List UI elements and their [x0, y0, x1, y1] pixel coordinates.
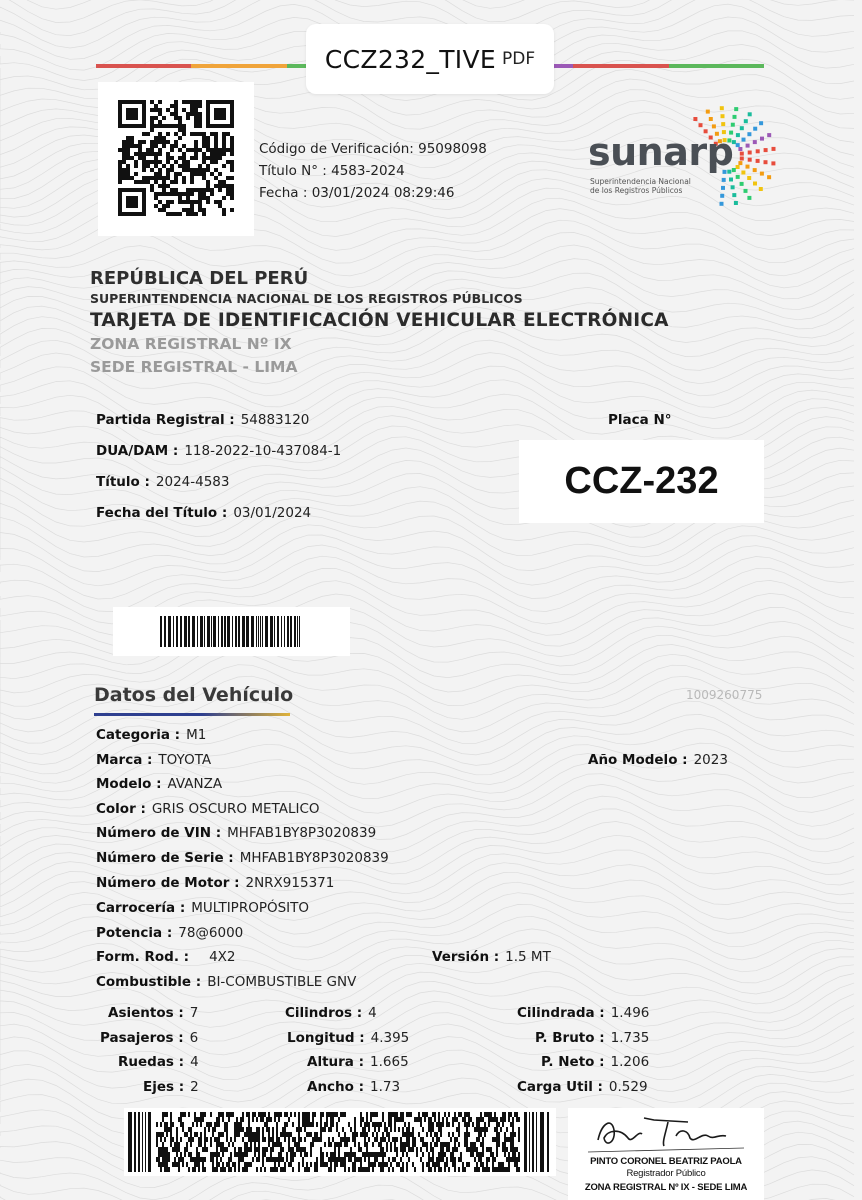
field-anio-modelo — [588, 752, 728, 768]
field-combustible — [96, 974, 356, 990]
document-title-tab[interactable] — [306, 24, 554, 94]
label-fecha-titulo: Fecha del Título : — [96, 505, 228, 521]
label-dua: DUA/DAM : — [96, 443, 179, 459]
barcode-small-icon — [160, 616, 300, 647]
signer-role: Registrador Público — [626, 1168, 706, 1179]
qr-code — [98, 82, 254, 236]
label-longitud: Longitud : — [287, 1030, 365, 1046]
value-version: 1.5 MT — [505, 949, 551, 965]
value-longitud: 4.395 — [370, 1030, 410, 1046]
field-p-neto — [541, 1054, 649, 1070]
value-ancho: 1.73 — [370, 1079, 401, 1095]
rule-segment — [96, 64, 191, 68]
label-combustible: Combustible : — [96, 974, 202, 990]
value-combustible: BI-COMBUSTIBLE GNV — [207, 974, 357, 990]
value-serie: MHFAB1BY8P3020839 — [239, 850, 389, 866]
value-p-neto: 1.206 — [610, 1054, 650, 1070]
heading-superintendencia: SUPERINTENDENCIA NACIONAL DE LOS REGISTROS PÚBLICOS — [90, 291, 523, 306]
label-partida: Partida Registral : — [96, 412, 235, 428]
value-dua: 118-2022-10-437084-1 — [184, 443, 342, 459]
verification-title-number: Título N° : 4583-2024 — [259, 163, 405, 179]
value-color: GRIS OSCURO METALICO — [151, 801, 320, 817]
placa-box — [519, 440, 764, 523]
label-titulo: Título : — [96, 474, 150, 490]
field-carroceria — [96, 900, 309, 916]
field-ejes — [143, 1079, 199, 1095]
field-modelo — [96, 776, 222, 792]
placa-value: CCZ-232 — [564, 460, 719, 502]
placa-label: Placa N° — [608, 412, 672, 428]
heading-republica: REPÚBLICA DEL PERÚ — [90, 268, 309, 289]
document-type: PDF — [501, 49, 536, 69]
field-form-rod — [96, 949, 236, 965]
verification-date: Fecha : 03/01/2024 08:29:46 — [259, 185, 455, 201]
value-vin: MHFAB1BY8P3020839 — [227, 825, 377, 841]
verification-block — [259, 138, 487, 204]
section-title-datos: Datos del Vehículo — [94, 684, 294, 706]
qr-code-icon — [118, 100, 234, 216]
field-altura — [307, 1054, 409, 1070]
rule-segment — [573, 64, 668, 68]
label-asientos: Asientos : — [108, 1005, 184, 1021]
verification-code: Código de Verificación: 95098098 — [259, 141, 487, 157]
label-color: Color : — [96, 801, 146, 817]
label-altura: Altura : — [307, 1054, 365, 1070]
barcode-large — [124, 1108, 556, 1176]
field-color — [96, 801, 320, 817]
label-p-bruto: P. Bruto : — [535, 1030, 605, 1046]
rule-segment — [191, 64, 286, 68]
value-partida: 54883120 — [240, 412, 310, 428]
field-serie — [96, 850, 389, 866]
signature-block — [568, 1108, 764, 1200]
label-carga-util: Carga Util : — [517, 1079, 603, 1095]
value-categoria: M1 — [186, 727, 207, 743]
field-ancho — [307, 1079, 400, 1095]
value-form-rod: 4X2 — [209, 949, 236, 965]
label-categoria: Categoria : — [96, 727, 181, 743]
label-modelo: Modelo : — [96, 776, 162, 792]
field-cilindros — [285, 1005, 377, 1021]
label-marca: Marca : — [96, 752, 153, 768]
field-vin — [96, 825, 376, 841]
field-categoria — [96, 727, 206, 743]
heading-tarjeta: TARJETA DE IDENTIFICACIÓN VEHICULAR ELECTRÓNICA — [90, 310, 669, 331]
field-marca — [96, 752, 211, 768]
barcode-small — [113, 607, 350, 656]
logo-subtitle-line1: Superintendencia Nacional — [590, 177, 691, 186]
label-ejes: Ejes : — [143, 1079, 185, 1095]
field-fecha-titulo — [96, 505, 311, 521]
pdf417-barcode-icon — [124, 1108, 556, 1176]
value-pasajeros: 6 — [189, 1030, 199, 1046]
field-partida — [96, 412, 309, 428]
value-cilindrada: 1.496 — [610, 1005, 650, 1021]
field-p-bruto — [535, 1030, 649, 1046]
field-cilindrada — [517, 1005, 649, 1021]
label-ruedas: Ruedas : — [118, 1054, 185, 1070]
label-cilindrada: Cilindrada : — [517, 1005, 605, 1021]
label-potencia: Potencia : — [96, 925, 173, 941]
rule-segment — [669, 64, 764, 68]
value-altura: 1.665 — [370, 1054, 409, 1070]
value-marca: TOYOTA — [158, 752, 212, 768]
field-longitud — [287, 1030, 409, 1046]
value-potencia: 78@6000 — [178, 925, 244, 941]
field-ruedas — [118, 1054, 199, 1070]
document-name: CCZ232_TIVE — [324, 44, 496, 74]
handwritten-signature-icon — [568, 1108, 764, 1158]
label-p-neto: P. Neto : — [541, 1054, 605, 1070]
label-cilindros: Cilindros : — [285, 1005, 363, 1021]
value-fecha-titulo: 03/01/2024 — [233, 505, 312, 521]
label-vin: Número de VIN : — [96, 825, 222, 841]
value-anio-modelo: 2023 — [693, 752, 728, 768]
value-cilindros: 4 — [368, 1005, 377, 1021]
value-carroceria: MULTIPROPÓSITO — [191, 900, 310, 916]
field-dua — [96, 443, 341, 459]
signer-office: ZONA REGISTRAL Nº IX - SEDE LIMA — [584, 1182, 748, 1193]
label-ancho: Ancho : — [307, 1079, 365, 1095]
label-form-rod: Form. Rod. : — [96, 949, 190, 965]
sunarp-logo-subtitle — [590, 177, 691, 195]
signer-name: PINTO CORONEL BEATRIZ PAOLA — [590, 1156, 742, 1167]
value-modelo: AVANZA — [167, 776, 223, 792]
field-pasajeros — [100, 1030, 198, 1046]
heading-zona: ZONA REGISTRAL Nº IX — [90, 335, 292, 353]
field-potencia — [96, 925, 243, 941]
label-carroceria: Carrocería : — [96, 900, 186, 916]
label-version: Versión : — [432, 949, 500, 965]
value-carga-util: 0.529 — [608, 1079, 648, 1095]
field-motor — [96, 875, 334, 891]
value-p-bruto: 1.735 — [610, 1030, 650, 1046]
logo-subtitle-line2: de los Registros Públicos — [590, 186, 683, 195]
value-ruedas: 4 — [190, 1054, 199, 1070]
label-pasajeros: Pasajeros : — [100, 1030, 184, 1046]
value-asientos: 7 — [189, 1005, 199, 1021]
field-carga-util — [517, 1079, 648, 1095]
heading-sede: SEDE REGISTRAL - LIMA — [90, 358, 298, 376]
field-titulo — [96, 474, 230, 490]
value-motor: 2NRX915371 — [245, 875, 335, 891]
label-serie: Número de Serie : — [96, 850, 234, 866]
document-serial: 1009260775 — [686, 688, 763, 702]
value-ejes: 2 — [190, 1079, 199, 1095]
field-version — [432, 949, 551, 965]
section-title-underline — [94, 713, 290, 716]
label-anio-modelo: Año Modelo : — [588, 752, 688, 768]
sunarp-logo-text: sunarp — [588, 130, 734, 174]
value-titulo: 2024-4583 — [155, 474, 230, 490]
field-asientos — [108, 1005, 198, 1021]
label-motor: Número de Motor : — [96, 875, 240, 891]
